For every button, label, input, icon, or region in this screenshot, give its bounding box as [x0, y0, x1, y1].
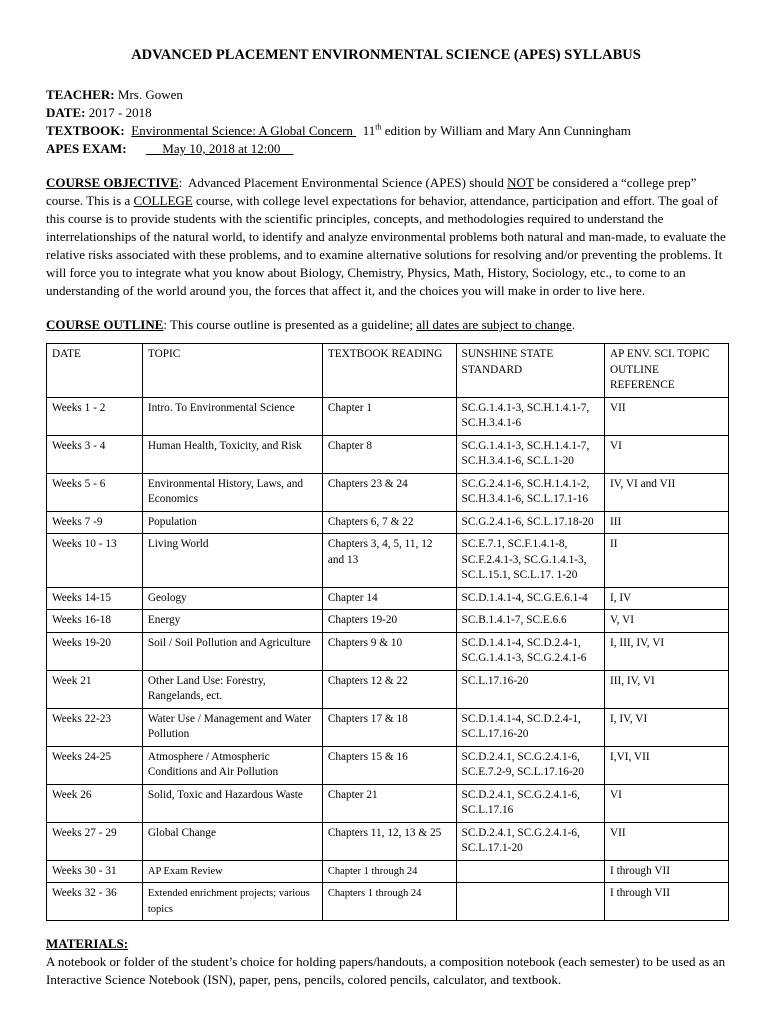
cell-reading: Chapters 15 & 16	[322, 746, 456, 784]
cell-topic: Environmental History, Laws, and Economics	[142, 473, 322, 511]
cell-reference: II	[604, 534, 728, 588]
cell-topic: Geology	[142, 587, 322, 610]
cell-reading: Chapter 1	[322, 397, 456, 435]
table-row	[47, 610, 729, 633]
cell-standard: SC.D.2.4.1, SC.G.2.4.1-6, SC.L.17.16	[456, 784, 604, 822]
cell-date: Weeks 32 - 36	[47, 883, 143, 921]
cell-reference: I, IV, VI	[604, 708, 728, 746]
table-row	[47, 822, 729, 860]
table-row	[47, 784, 729, 822]
cell-date: Weeks 3 - 4	[47, 435, 143, 473]
cell-reading: Chapters 1 through 24	[322, 883, 456, 921]
textbook-edition-rest: edition by William and Mary Ann Cunningham	[384, 123, 631, 138]
cell-topic: Other Land Use: Forestry, Rangelands, ect.	[142, 670, 322, 708]
cell-topic: Population	[142, 511, 322, 534]
date-value: 2017 - 2018	[88, 105, 152, 120]
cell-date: Weeks 19-20	[47, 632, 143, 670]
cell-reading: Chapters 3, 4, 5, 11, 12 and 13	[322, 534, 456, 588]
course-objective: COURSE OBJECTIVE: Advanced Placement Environmental Science (APES) should NOT be considered a “college prep” course. This is a COLLEGE course, with college level expectations for behavior, attendance, participation and effort. The goal of this course is to provide students with the scientific principles, concepts, and methodologies required to understand the interrelationships of the natural world, to identify and analyze environmental problems both natural and man-made, to evaluate the relative risks associated with these problems, and to examine alternative solutions for resolving and/or preventing the problems. It will force you to integrate what you know about Biology, Chemistry, Physics, Math, History, Sociology, etc., to come to an understanding of the world around you, the forces that affect it, and the choices you will make in order to live here.	[46, 175, 726, 298]
table-row	[47, 746, 729, 784]
cell-standard: SC.L.17.16-20	[456, 670, 604, 708]
cell-topic: Energy	[142, 610, 322, 633]
table-header-row	[47, 344, 729, 398]
materials-heading: MATERIALS:	[46, 936, 129, 951]
cell-reading: Chapters 17 & 18	[322, 708, 456, 746]
cell-reference: VI	[604, 784, 728, 822]
cell-reading: Chapters 11, 12, 13 & 25	[322, 822, 456, 860]
syllabus-page	[46, 46, 726, 989]
outline-heading: COURSE OUTLINE	[46, 317, 164, 332]
cell-reference: I, III, IV, VI	[604, 632, 728, 670]
teacher-value: Mrs. Gowen	[117, 87, 183, 102]
cell-date: Weeks 1 - 2	[47, 397, 143, 435]
cell-reading: Chapter 8	[322, 435, 456, 473]
cell-reading: Chapters 9 & 10	[322, 632, 456, 670]
date-label: DATE	[46, 105, 82, 120]
exam-label: APES EXAM	[46, 141, 123, 156]
cell-topic: Intro. To Environmental Science	[142, 397, 322, 435]
cell-standard: SC.G.1.4.1-3, SC.H.1.4.1-7, SC.H.3.4.1-6	[456, 397, 604, 435]
cell-date: Weeks 22-23	[47, 708, 143, 746]
cell-date: Weeks 14-15	[47, 587, 143, 610]
col-header-topic: TOPIC	[142, 344, 322, 398]
table-row	[47, 860, 729, 883]
cell-reference: III, IV, VI	[604, 670, 728, 708]
cell-standard: SC.D.1.4.1-4, SC.G.E.6.1-4	[456, 587, 604, 610]
cell-reading: Chapter 14	[322, 587, 456, 610]
page-title: ADVANCED PLACEMENT ENVIRONMENTAL SCIENCE (APES) SYLLABUS	[131, 47, 641, 63]
cell-date: Weeks 30 - 31	[47, 860, 143, 883]
cell-date: Weeks 24-25	[47, 746, 143, 784]
textbook-edition: 11th	[362, 122, 382, 138]
cell-reference: VII	[604, 397, 728, 435]
exam-date: May 10, 2018 at 12:00	[162, 141, 281, 156]
cell-reference: VII	[604, 822, 728, 860]
materials-text: A notebook or folder of the student’s choice for holding papers/handouts, a composition notebook (each semester) to be used as an Interactive Science Notebook (ISN), paper, pens, pencils, colored pencils, calculator, and textbook.	[46, 954, 726, 987]
cell-date: Weeks 5 - 6	[47, 473, 143, 511]
cell-standard: SC.D.2.4.1, SC.G.2.4.1-6, SC.L.17.1-20	[456, 822, 604, 860]
teacher-label: TEACHER	[46, 87, 111, 102]
cell-reference: IV, VI and VII	[604, 473, 728, 511]
course-outline-table	[46, 343, 729, 921]
cell-reading: Chapters 12 & 22	[322, 670, 456, 708]
cell-date: Week 21	[47, 670, 143, 708]
cell-topic: AP Exam Review	[142, 860, 322, 883]
college-emphasis: COLLEGE	[133, 193, 193, 208]
table-row	[47, 397, 729, 435]
objective-heading: COURSE OBJECTIVE	[46, 175, 179, 190]
cell-reference: V, VI	[604, 610, 728, 633]
not-emphasis: NOT	[507, 175, 534, 190]
table-row	[47, 473, 729, 511]
cell-reference: I,VI, VII	[604, 746, 728, 784]
cell-topic: Human Health, Toxicity, and Risk	[142, 435, 322, 473]
cell-standard: SC.D.1.4.1-4, SC.D.2.4-1, SC.G.1.4.1-3, SC.G.2.4.1-6	[456, 632, 604, 670]
dates-subject-note: all dates are subject to change	[416, 317, 572, 332]
cell-topic: Solid, Toxic and Hazardous Waste	[142, 784, 322, 822]
teacher-line: TEACHER: Mrs. Gowen	[46, 87, 183, 102]
table-row	[47, 708, 729, 746]
cell-standard: SC.G.2.4.1-6, SC.H.1.4.1-2, SC.H.3.4.1-6, SC.L.17.1-16	[456, 473, 604, 511]
col-header-reference: AP ENV. SCI. TOPIC OUTLINE REFERENCE	[604, 344, 728, 398]
cell-topic: Extended enrichment projects; various topics	[142, 883, 322, 921]
cell-standard: SC.G.2.4.1-6, SC.L.17.18-20	[456, 511, 604, 534]
textbook-line: TEXTBOOK: Environmental Science: A Global Concern 11th edition by William and Mary Ann Cunningham	[46, 122, 631, 138]
cell-reference: I through VII	[604, 860, 728, 883]
cell-topic: Living World	[142, 534, 322, 588]
table-row	[47, 587, 729, 610]
table-row	[47, 534, 729, 588]
cell-reference: I through VII	[604, 883, 728, 921]
cell-reference: VI	[604, 435, 728, 473]
textbook-title: Environmental Science: A Global Concern	[131, 123, 353, 138]
cell-reference: III	[604, 511, 728, 534]
cell-standard: SC.B.1.4.1-7, SC.E.6.6	[456, 610, 604, 633]
cell-topic: Atmosphere / Atmospheric Conditions and Air Pollution	[142, 746, 322, 784]
col-header-reading: TEXTBOOK READING	[322, 344, 456, 398]
textbook-label: TEXTBOOK	[46, 123, 121, 138]
cell-date: Weeks 10 - 13	[47, 534, 143, 588]
cell-standard	[456, 860, 604, 883]
cell-standard: SC.D.2.4.1, SC.G.2.4.1-6, SC.E.7.2-9, SC.L.17.16-20	[456, 746, 604, 784]
cell-standard: SC.D.1.4.1-4, SC.D.2.4-1, SC.L.17.16-20	[456, 708, 604, 746]
cell-topic: Water Use / Management and Water Pollution	[142, 708, 322, 746]
table-row	[47, 670, 729, 708]
cell-date: Weeks 27 - 29	[47, 822, 143, 860]
table-row	[47, 883, 729, 921]
cell-standard	[456, 883, 604, 921]
date-line: DATE: 2017 - 2018	[46, 105, 152, 120]
cell-date: Weeks 7 -9	[47, 511, 143, 534]
col-header-date: DATE	[47, 344, 143, 398]
exam-line: APES EXAM: May 10, 2018 at 12:00	[46, 140, 726, 158]
cell-reading: Chapter 21	[322, 784, 456, 822]
cell-reference: I, IV	[604, 587, 728, 610]
cell-reading: Chapters 23 & 24	[322, 473, 456, 511]
materials-section	[46, 935, 726, 989]
cell-topic: Soil / Soil Pollution and Agriculture	[142, 632, 322, 670]
cell-standard: SC.E.7.1, SC.F.1.4.1-8, SC.F.2.4.1-3, SC.G.1.4.1-3, SC.L.15.1, SC.L.17. 1-20	[456, 534, 604, 588]
cell-standard: SC.G.1.4.1-3, SC.H.1.4.1-7, SC.H.3.4.1-6, SC.L.1-20	[456, 435, 604, 473]
cell-date: Week 26	[47, 784, 143, 822]
table-row	[47, 511, 729, 534]
table-row	[47, 435, 729, 473]
cell-topic: Global Change	[142, 822, 322, 860]
cell-date: Weeks 16-18	[47, 610, 143, 633]
cell-reading: Chapters 19-20	[322, 610, 456, 633]
col-header-standard: SUNSHINE STATE STANDARD	[456, 344, 604, 398]
table-row	[47, 632, 729, 670]
course-outline-intro: COURSE OUTLINE: This course outline is presented as a guideline; all dates are subject to change.	[46, 317, 576, 332]
cell-reading: Chapters 6, 7 & 22	[322, 511, 456, 534]
cell-reading: Chapter 1 through 24	[322, 860, 456, 883]
